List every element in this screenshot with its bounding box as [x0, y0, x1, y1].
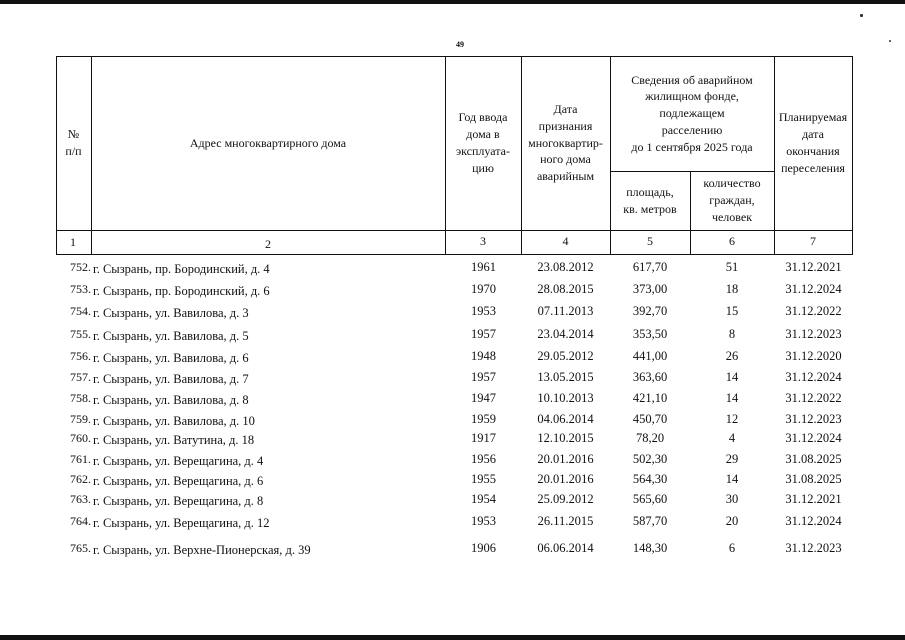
row-area: 617,70	[632, 260, 668, 274]
row-plan-date: 31.12.2022	[785, 391, 842, 405]
row-plan-date: 31.12.2023	[785, 541, 842, 555]
row-year: 1953	[471, 304, 496, 318]
row-year: 1953	[471, 514, 496, 528]
row-address: г. Сызрань, ул. Вавилова, д. 3	[93, 306, 249, 320]
row-number: 763.	[70, 492, 91, 506]
row-date: 20.01.2016	[537, 472, 594, 486]
row-address: г. Сызрань, ул. Верещагина, д. 12	[93, 516, 270, 530]
column-number-label: 3	[480, 233, 486, 248]
row-date: 29.05.2012	[537, 349, 594, 363]
row-people: 4	[728, 431, 736, 445]
row-date: 12.10.2015	[537, 431, 594, 445]
row-date: 20.01.2016	[537, 452, 594, 466]
column-number-label: 5	[647, 233, 653, 248]
header-people-label: количество граждан, человек	[703, 176, 761, 224]
row-number: 754.	[70, 304, 91, 318]
row-date: 28.08.2015	[537, 282, 594, 296]
column-number	[91, 233, 445, 256]
row-plan-date: 31.12.2023	[785, 327, 842, 341]
row-year: 1970	[471, 282, 496, 296]
column-number	[610, 231, 690, 251]
row-area: 587,70	[632, 514, 668, 528]
row-area: 148,30	[632, 541, 668, 555]
row-year: 1954	[471, 492, 496, 506]
row-year: 1906	[471, 541, 496, 555]
column-number	[690, 231, 774, 251]
row-area: 78,20	[635, 431, 665, 445]
row-people: 30	[725, 492, 739, 506]
scan-bottom-border	[0, 635, 905, 640]
row-year: 1961	[471, 260, 496, 274]
row-date: 23.04.2014	[537, 327, 594, 341]
row-plan-date: 31.12.2024	[785, 282, 842, 296]
row-year: 1917	[471, 431, 496, 445]
row-date: 13.05.2015	[537, 370, 594, 384]
header-group-label: Сведения об аварийном жилищном фонде, подлежащем расселению до 1 сентября 2025 года	[631, 72, 753, 154]
row-date: 23.08.2012	[537, 260, 594, 274]
column-number-label: 4	[562, 233, 569, 248]
table-row	[56, 279, 853, 299]
row-plan-date: 31.12.2024	[785, 370, 842, 384]
row-people: 14	[725, 472, 739, 486]
row-area: 441,00	[632, 349, 668, 363]
table-row	[56, 257, 853, 277]
column-number	[774, 231, 852, 251]
row-people: 6	[728, 541, 736, 555]
row-number: 756.	[70, 349, 91, 363]
table-row	[56, 469, 853, 489]
table-row	[56, 324, 853, 344]
row-year: 1956	[471, 452, 496, 466]
row-plan-date: 31.12.2020	[785, 349, 842, 363]
row-people: 18	[725, 282, 739, 296]
row-people: 14	[725, 370, 739, 384]
row-number: 757.	[70, 370, 91, 384]
header-address	[91, 56, 445, 230]
row-number: 765.	[70, 541, 91, 555]
header-num	[56, 56, 91, 230]
row-number: 752.	[70, 260, 91, 274]
row-date: 25.09.2012	[537, 492, 594, 506]
scan-speck	[860, 14, 863, 17]
row-area: 502,30	[632, 452, 668, 466]
page-number: 49	[456, 40, 464, 49]
table-row	[56, 428, 853, 448]
row-year: 1947	[471, 391, 496, 405]
table-row	[56, 388, 853, 408]
row-address: г. Сызрань, ул. Верещагина, д. 8	[93, 494, 264, 508]
row-address: г. Сызрань, ул. Верещагина, д. 4	[93, 454, 264, 468]
row-people: 20	[725, 514, 739, 528]
row-number: 764.	[70, 514, 91, 528]
row-plan-date: 31.08.2025	[785, 472, 842, 486]
row-area: 392,70	[632, 304, 668, 318]
row-plan-date: 31.08.2025	[785, 452, 842, 466]
row-address: г. Сызрань, ул. Вавилова, д. 5	[93, 329, 249, 343]
scan-speck	[889, 40, 891, 42]
row-plan-date: 31.12.2021	[785, 492, 842, 506]
column-number-label: 6	[729, 233, 735, 248]
row-address: г. Сызрань, ул. Верещагина, д. 6	[93, 474, 264, 488]
header-people	[690, 171, 774, 230]
row-address: г. Сызрань, ул. Вавилова, д. 6	[93, 351, 249, 365]
row-people: 8	[728, 327, 736, 341]
row-plan-date: 31.12.2022	[785, 304, 842, 318]
row-area: 363,60	[632, 370, 668, 384]
header-plan-label: Планируемая дата окончания переселения	[778, 110, 848, 175]
row-area: 565,60	[632, 492, 668, 506]
row-date: 04.06.2014	[537, 412, 594, 426]
table-row	[56, 449, 853, 469]
row-people: 51	[725, 260, 739, 274]
header-area	[610, 171, 690, 230]
table-row	[56, 489, 853, 509]
row-plan-date: 31.12.2023	[785, 412, 842, 426]
row-date: 07.11.2013	[537, 304, 594, 318]
header-year	[445, 56, 521, 230]
header-date	[521, 56, 610, 230]
row-number: 753.	[70, 282, 91, 296]
row-number: 761.	[70, 452, 91, 466]
row-number: 760.	[70, 431, 91, 445]
row-plan-date: 31.12.2024	[785, 514, 842, 528]
row-year: 1955	[471, 472, 496, 486]
row-people: 15	[725, 304, 739, 318]
column-number-label: 1	[70, 235, 76, 250]
row-address: г. Сызрань, ул. Вавилова, д. 10	[93, 414, 255, 428]
row-people: 26	[725, 349, 739, 363]
row-number: 758.	[70, 391, 91, 405]
header-group	[610, 56, 774, 171]
header-num-label: № п/п	[65, 127, 82, 158]
row-area: 373,00	[632, 282, 668, 296]
header-plan	[774, 56, 852, 230]
column-number	[521, 231, 610, 251]
row-year: 1948	[471, 349, 496, 363]
row-area: 421,10	[632, 391, 668, 405]
table-row	[56, 409, 853, 429]
row-address: г. Сызрань, ул. Вавилова, д. 7	[93, 372, 249, 386]
row-address: г. Сызрань, ул. Ватутина, д. 18	[93, 433, 255, 447]
column-number	[56, 231, 91, 254]
row-area: 353,50	[632, 327, 668, 341]
table-row	[56, 346, 853, 366]
column-number-label: 7	[810, 233, 816, 248]
row-year: 1959	[471, 412, 496, 426]
table-row	[56, 511, 853, 531]
row-date: 26.11.2015	[537, 514, 594, 528]
table-row	[56, 538, 853, 558]
row-area: 564,30	[632, 472, 668, 486]
row-address: г. Сызрань, пр. Бородинский, д. 4	[93, 262, 270, 276]
row-address: г. Сызрань, ул. Верхне-Пионерская, д. 39	[93, 543, 311, 557]
row-number: 755.	[70, 327, 91, 341]
table-row	[56, 367, 853, 387]
row-address: г. Сызрань, ул. Вавилова, д. 8	[93, 393, 249, 407]
row-plan-date: 31.12.2024	[785, 431, 842, 445]
table-row	[56, 301, 853, 321]
row-date: 06.06.2014	[537, 541, 594, 555]
row-number: 759.	[70, 412, 91, 426]
header-year-label: Год ввода дома в эксплуата- цию	[456, 110, 510, 175]
header-area-label: площадь, кв. метров	[623, 184, 677, 216]
header-date-label: Дата признания многоквартир- ного дома аварийным	[528, 102, 603, 184]
row-number: 762.	[70, 472, 91, 486]
column-number	[445, 231, 521, 251]
row-people: 29	[725, 452, 739, 466]
row-year: 1957	[471, 370, 496, 384]
row-people: 12	[725, 412, 739, 426]
header-address-label: Адрес многоквартирного дома	[189, 135, 347, 150]
column-number-label: 2	[265, 237, 271, 252]
row-area: 450,70	[632, 412, 668, 426]
row-plan-date: 31.12.2021	[785, 260, 842, 274]
row-date: 10.10.2013	[537, 391, 594, 405]
scan-top-border	[0, 0, 905, 4]
table-border	[852, 56, 853, 255]
row-people: 14	[725, 391, 739, 405]
row-year: 1957	[471, 327, 496, 341]
row-address: г. Сызрань, пр. Бородинский, д. 6	[93, 284, 270, 298]
